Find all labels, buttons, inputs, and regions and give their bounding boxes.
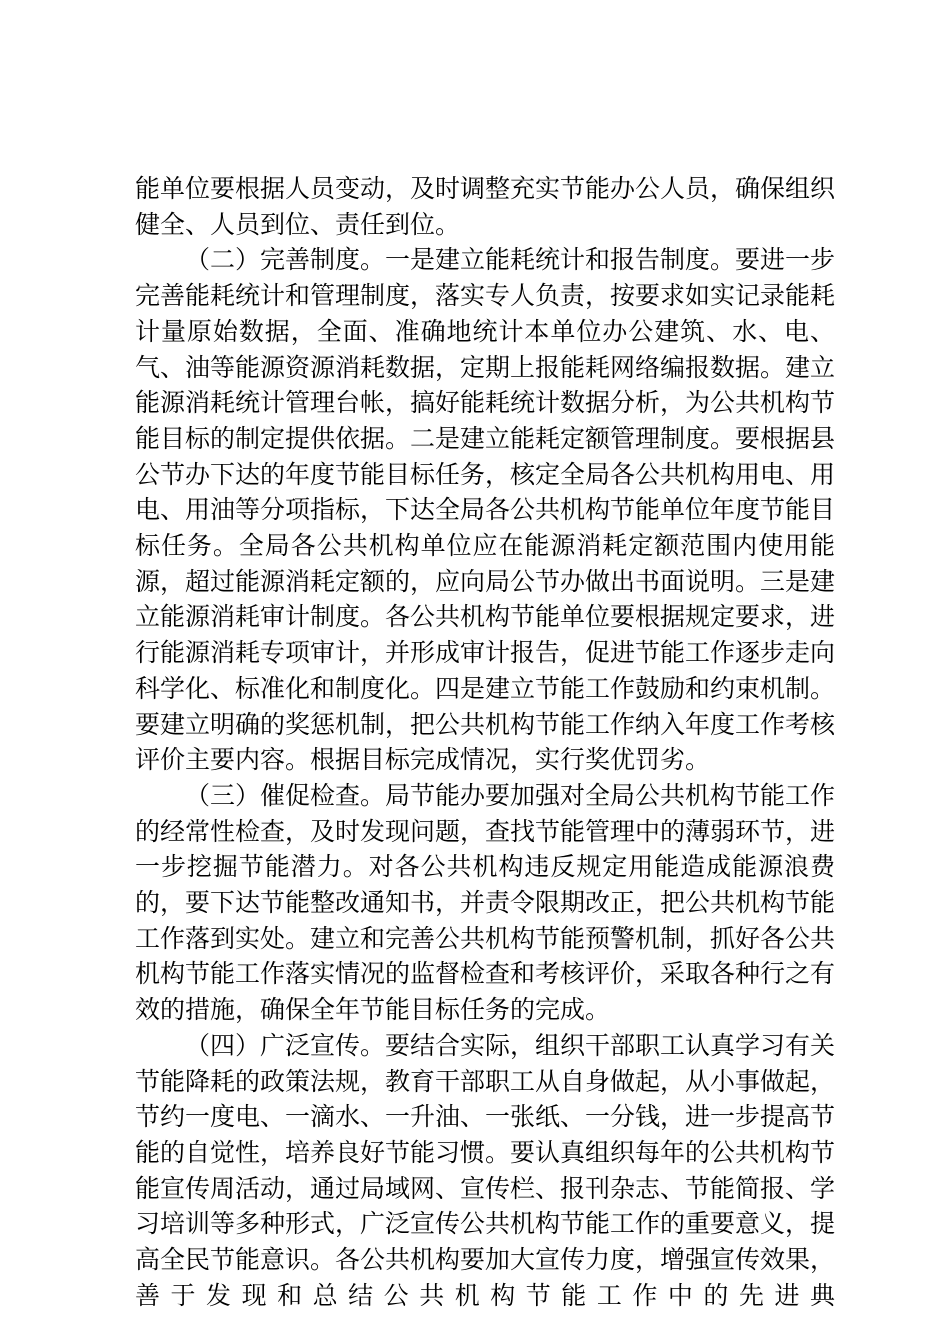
paragraph-publicity: （四）广泛宣传。要结合实际，组织干部职工认真学习有关节能降耗的政策法规，教育干部职工从自身做起，从小事做起，节约一度电、一滴水、一升油、一张纸、一分钱，进一步提高节能的自觉性，培养良好节能习惯。要认真组织每年的公共机构节能宣传周活动，通过局域网、宣传栏、报刊杂志、节能简报、学习培训等多种形式，广泛宣传公共机构节能工作的重要意义，提高全民节能意识。各公共机构要加大宣传力度，增强宣传效果，善于发现和总结公共机构节能工作中的先进典 <box>135 1030 836 1310</box>
paragraph-continuation: 能单位要根据人员变动，及时调整充实节能办公人员，确保组织健全、人员到位、责任到位。 <box>135 174 836 239</box>
paragraph-improve-systems: （二）完善制度。一是建立能耗统计和报告制度。要进一步完善能耗统计和管理制度，落实专人负责，按要求如实记录能耗计量原始数据，全面、准确地统计本单位办公建筑、水、电、气、油等能源资源消耗数据，定期上报能耗网络编报数据。建立能源消耗统计管理台帐，搞好能耗统计数据分析，为公共机构节能目标的制定提供依据。二是建立能耗定额管理制度。要根据县公节办下达的年度节能目标任务，核定全局各公共机构用电、用电、用油等分项指标，下达全局各公共机构节能单位年度节能目标任务。全局各公共机构单位应在能源消耗定额范围内使用能源，超过能源消耗定额的，应向局公节办做出书面说明。三是建立能源消耗审计制度。各公共机构节能单位要根据规定要求，进行能源消耗专项审计，并形成审计报告，促进节能工作逐步走向科学化、标准化和制度化。四是建立节能工作鼓励和约束机制。要建立明确的奖惩机制，把公共机构节能工作纳入年度工作考核评价主要内容。根据目标完成情况，实行奖优罚劣。 <box>135 245 836 775</box>
document-body <box>135 171 835 1314</box>
paragraph-supervision-inspection: （三）催促检查。局节能办要加强对全局公共机构节能工作的经常性检查，及时发现问题，查找节能管理中的薄弱环节，进一步挖掘节能潜力。对各公共机构违反规定用能造成能源浪费的，要下达节能整改通知书，并责令限期改正，把公共机构节能工作落到实处。建立和完善公共机构节能预警机制，抓好各公共机构节能工作落实情况的监督检查和考核评价，采取各种行之有效的措施，确保全年节能目标任务的完成。 <box>135 780 836 1025</box>
